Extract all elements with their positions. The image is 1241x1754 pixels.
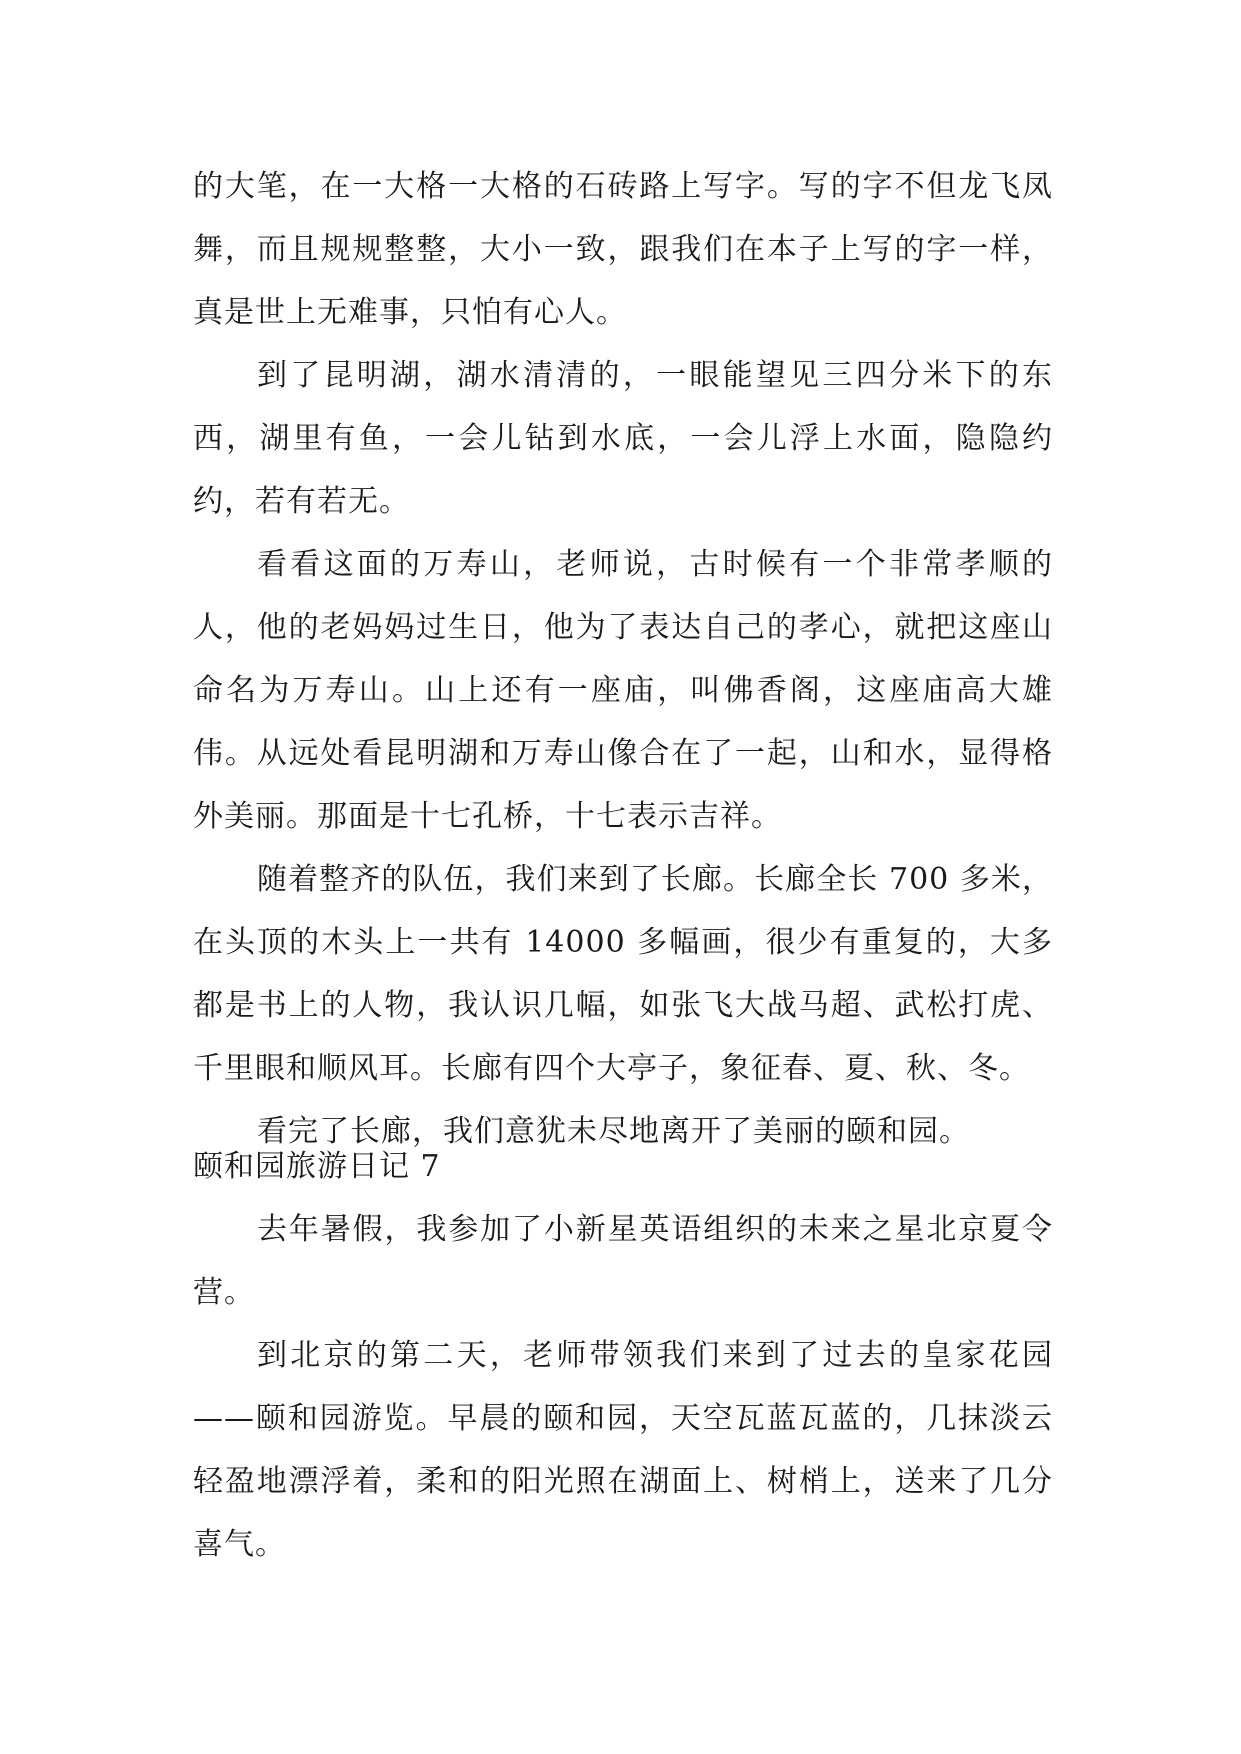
diary-section-7: [193, 1135, 1053, 1576]
paragraph-summer-camp: 去年暑假，我参加了小新星英语组织的未来之星北京夏令营。: [193, 1212, 1053, 1310]
paragraph-second-day: 到北京的第二天，老师带领我们来到了过去的皇家花园——颐和园游览。早晨的颐和园，天空瓦蓝瓦蓝的，几抹淡云轻盈地漂浮着，柔和的阳光照在湖面上、树梢上，送来了几分喜气。: [193, 1338, 1053, 1562]
paragraph-kunming-lake: 到了昆明湖，湖水清清的，一眼能望见三四分米下的东西，湖里有鱼，一会儿钻到水底，一会儿浮上水面，隐隐约约，若有若无。: [193, 358, 1053, 519]
paragraph-continued: 的大笔，在一大格一大格的石砖路上写字。写的字不但龙飞凤舞，而且规规整整，大小一致，跟我们在本子上写的字一样，真是世上无难事，只怕有心人。: [193, 169, 1053, 330]
diary-section-continued: [193, 155, 1053, 1163]
paragraph-long-corridor: 随着整齐的队伍，我们来到了长廊。长廊全长 700 多米，在头顶的木头上一共有 14000 多幅画，很少有重复的，大多都是书上的人物，我认识几幅，如张飞大战马超、武松打虎、千里眼和顺风耳。长廊有四个大亭子，象征春、夏、秋、冬。: [193, 862, 1053, 1086]
section-title: 颐和园旅游日记 7: [193, 1149, 441, 1184]
paragraph-leaving: 看完了长廊，我们意犹未尽地离开了美丽的颐和园。: [257, 1114, 970, 1149]
paragraph-longevity-hill: 看看这面的万寿山，老师说，古时候有一个非常孝顺的人，他的老妈妈过生日，他为了表达自己的孝心，就把这座山命名为万寿山。山上还有一座庙，叫佛香阁，这座庙高大雄伟。从远处看昆明湖和万寿山像合在了一起，山和水，显得格外美丽。那面是十七孔桥，十七表示吉祥。: [193, 547, 1053, 834]
